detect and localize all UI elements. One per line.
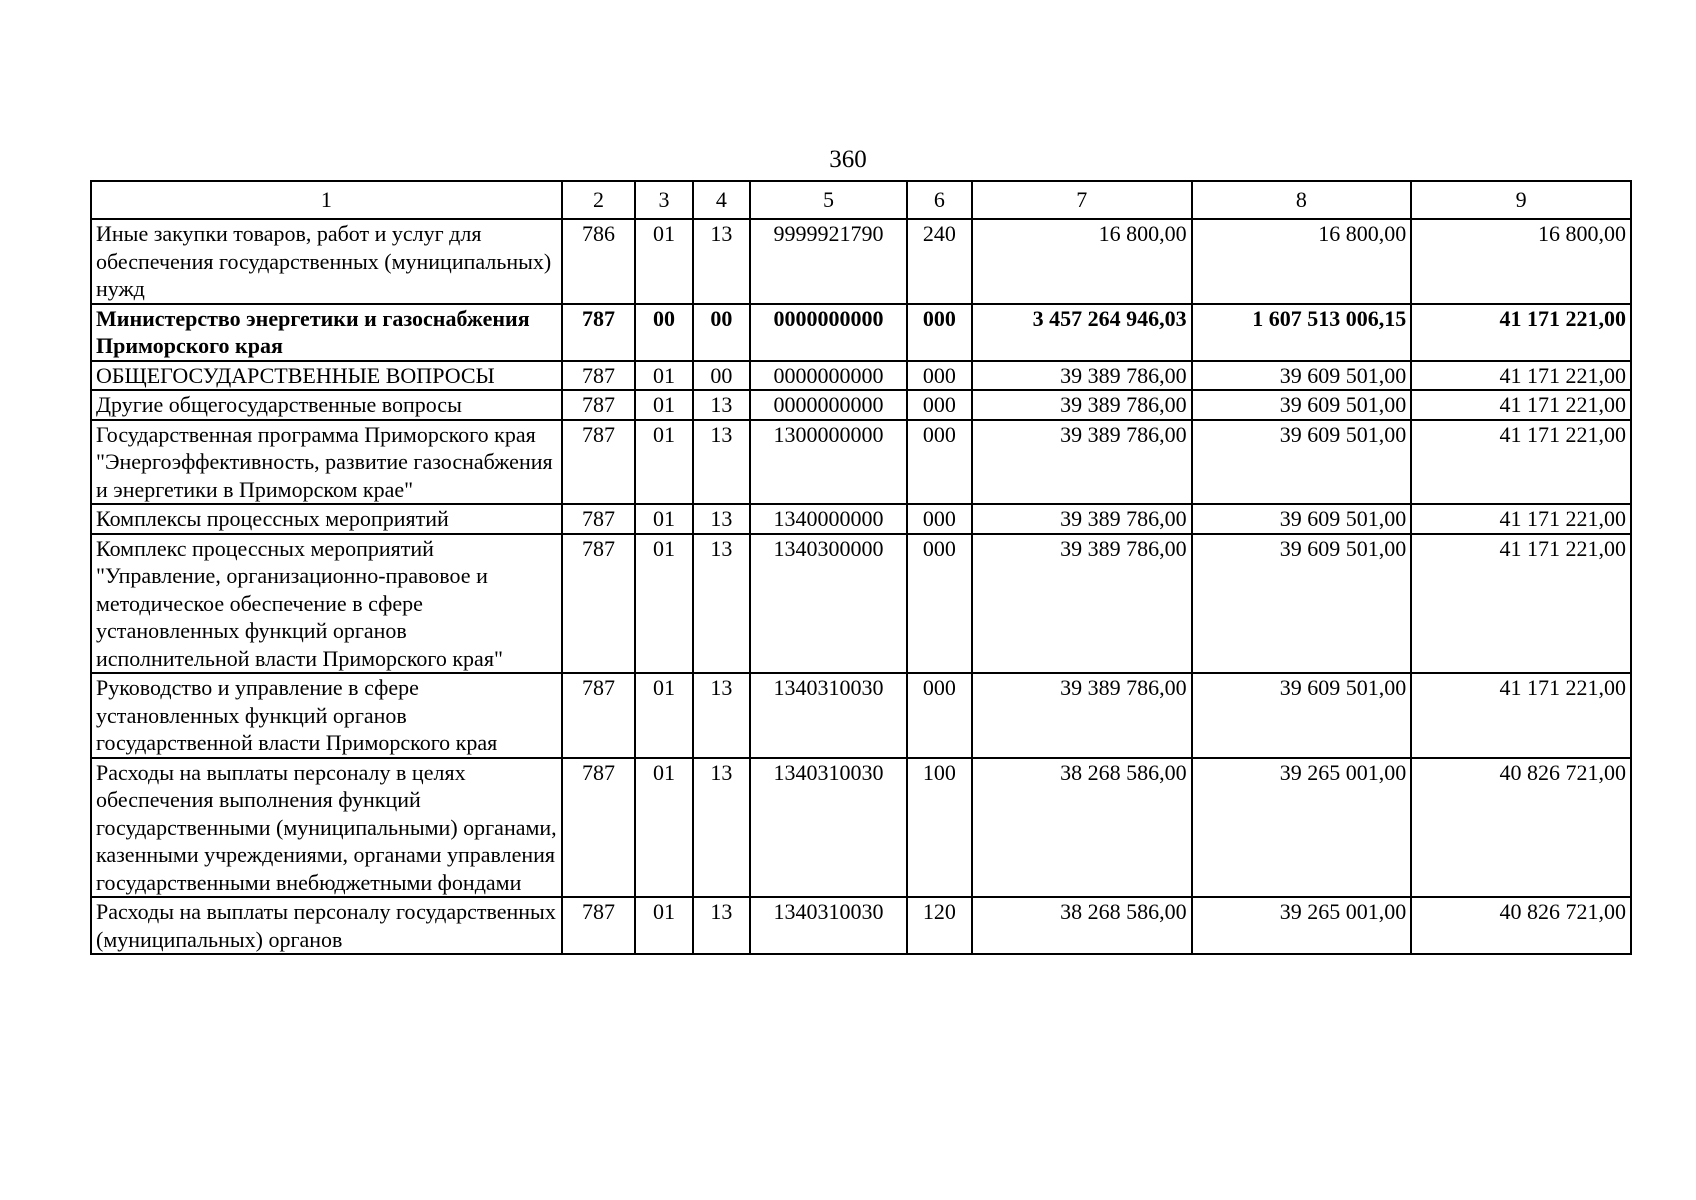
amount-col-9: 16 800,00	[1411, 219, 1631, 304]
amount-col-7: 39 389 786,00	[972, 534, 1192, 674]
row-name: Расходы на выплаты персоналу государственных (муниципальных) органов	[91, 897, 562, 954]
expense-type-code: 000	[907, 390, 972, 420]
ministry-code: 787	[562, 758, 636, 898]
subsection-code: 13	[693, 504, 750, 534]
subsection-code: 13	[693, 219, 750, 304]
target-article-code: 0000000000	[750, 390, 907, 420]
target-article-code: 1340310030	[750, 673, 907, 758]
table-row	[91, 758, 1631, 898]
ministry-code: 787	[562, 390, 636, 420]
header-row	[91, 181, 1631, 219]
target-article-code: 1340300000	[750, 534, 907, 674]
column-header: 9	[1411, 181, 1631, 219]
expense-type-code: 120	[907, 897, 972, 954]
ministry-code: 787	[562, 361, 636, 391]
amount-col-9: 40 826 721,00	[1411, 897, 1631, 954]
amount-col-7: 39 389 786,00	[972, 390, 1192, 420]
amount-col-8: 16 800,00	[1192, 219, 1412, 304]
table-row	[91, 304, 1631, 361]
column-header: 7	[972, 181, 1192, 219]
amount-col-7: 38 268 586,00	[972, 897, 1192, 954]
column-header: 4	[693, 181, 750, 219]
amount-col-8: 39 265 001,00	[1192, 758, 1412, 898]
row-name: Министерство энергетики и газоснабжения Приморского края	[91, 304, 562, 361]
subsection-code: 13	[693, 673, 750, 758]
target-article-code: 9999921790	[750, 219, 907, 304]
expense-type-code: 240	[907, 219, 972, 304]
row-name: Государственная программа Приморского края "Энергоэффективность, развитие газоснабжения и энергетики в Приморском крае"	[91, 420, 562, 505]
table-row	[91, 390, 1631, 420]
amount-col-9: 41 171 221,00	[1411, 534, 1631, 674]
expense-type-code: 000	[907, 673, 972, 758]
section-code: 01	[635, 534, 692, 674]
row-name: Другие общегосударственные вопросы	[91, 390, 562, 420]
expense-type-code: 000	[907, 504, 972, 534]
amount-col-8: 39 609 501,00	[1192, 361, 1412, 391]
section-code: 01	[635, 897, 692, 954]
subsection-code: 13	[693, 897, 750, 954]
amount-col-8: 39 265 001,00	[1192, 897, 1412, 954]
subsection-code: 13	[693, 420, 750, 505]
section-code: 01	[635, 390, 692, 420]
amount-col-9: 40 826 721,00	[1411, 758, 1631, 898]
subsection-code: 00	[693, 304, 750, 361]
expense-type-code: 000	[907, 361, 972, 391]
column-header: 8	[1192, 181, 1412, 219]
amount-col-9: 41 171 221,00	[1411, 673, 1631, 758]
amount-col-7: 39 389 786,00	[972, 420, 1192, 505]
amount-col-9: 41 171 221,00	[1411, 304, 1631, 361]
ministry-code: 787	[562, 420, 636, 505]
page-number: 360	[829, 146, 867, 173]
column-header: 6	[907, 181, 972, 219]
ministry-code: 786	[562, 219, 636, 304]
section-code: 01	[635, 673, 692, 758]
amount-col-7: 3 457 264 946,03	[972, 304, 1192, 361]
section-code: 01	[635, 758, 692, 898]
expense-type-code: 000	[907, 304, 972, 361]
target-article-code: 0000000000	[750, 361, 907, 391]
amount-col-8: 1 607 513 006,15	[1192, 304, 1412, 361]
column-header: 3	[635, 181, 692, 219]
row-name: Расходы на выплаты персоналу в целях обеспечения выполнения функций государственными (муниципальными) органами, казенными учреждениями, органами управления государственными внебюджетными фондами	[91, 758, 562, 898]
table-row	[91, 420, 1631, 505]
section-code: 01	[635, 219, 692, 304]
budget-table	[90, 180, 1632, 955]
row-name: Руководство и управление в сфере установленных функций органов государственной власти Приморского края	[91, 673, 562, 758]
target-article-code: 1300000000	[750, 420, 907, 505]
column-header: 1	[91, 181, 562, 219]
amount-col-9: 41 171 221,00	[1411, 390, 1631, 420]
amount-col-8: 39 609 501,00	[1192, 534, 1412, 674]
target-article-code: 1340000000	[750, 504, 907, 534]
row-name: Иные закупки товаров, работ и услуг для обеспечения государственных (муниципальных) нужд	[91, 219, 562, 304]
ministry-code: 787	[562, 673, 636, 758]
amount-col-9: 41 171 221,00	[1411, 420, 1631, 505]
amount-col-9: 41 171 221,00	[1411, 504, 1631, 534]
table-row	[91, 504, 1631, 534]
amount-col-8: 39 609 501,00	[1192, 390, 1412, 420]
amount-col-9: 41 171 221,00	[1411, 361, 1631, 391]
subsection-code: 13	[693, 534, 750, 674]
target-article-code: 1340310030	[750, 897, 907, 954]
row-name: Комплекс процессных мероприятий "Управление, организационно-правовое и методическое обеспечение в сфере установленных функций органов исполнительной власти Приморского края"	[91, 534, 562, 674]
target-article-code: 1340310030	[750, 758, 907, 898]
expense-type-code: 100	[907, 758, 972, 898]
subsection-code: 00	[693, 361, 750, 391]
amount-col-8: 39 609 501,00	[1192, 420, 1412, 505]
table-row	[91, 897, 1631, 954]
row-name: Комплексы процессных мероприятий	[91, 504, 562, 534]
ministry-code: 787	[562, 897, 636, 954]
amount-col-7: 39 389 786,00	[972, 673, 1192, 758]
section-code: 01	[635, 420, 692, 505]
amount-col-8: 39 609 501,00	[1192, 504, 1412, 534]
amount-col-7: 38 268 586,00	[972, 758, 1192, 898]
table-row	[91, 673, 1631, 758]
row-name: ОБЩЕГОСУДАРСТВЕННЫЕ ВОПРОСЫ	[91, 361, 562, 391]
amount-col-7: 39 389 786,00	[972, 504, 1192, 534]
column-header: 5	[750, 181, 907, 219]
section-code: 00	[635, 304, 692, 361]
target-article-code: 0000000000	[750, 304, 907, 361]
amount-col-7: 39 389 786,00	[972, 361, 1192, 391]
subsection-code: 13	[693, 758, 750, 898]
column-header: 2	[562, 181, 636, 219]
amount-col-8: 39 609 501,00	[1192, 673, 1412, 758]
ministry-code: 787	[562, 534, 636, 674]
subsection-code: 13	[693, 390, 750, 420]
expense-type-code: 000	[907, 534, 972, 674]
table-row	[91, 361, 1631, 391]
table-row	[91, 534, 1631, 674]
table-row	[91, 219, 1631, 304]
amount-col-7: 16 800,00	[972, 219, 1192, 304]
expense-type-code: 000	[907, 420, 972, 505]
section-code: 01	[635, 504, 692, 534]
ministry-code: 787	[562, 304, 636, 361]
section-code: 01	[635, 361, 692, 391]
ministry-code: 787	[562, 504, 636, 534]
